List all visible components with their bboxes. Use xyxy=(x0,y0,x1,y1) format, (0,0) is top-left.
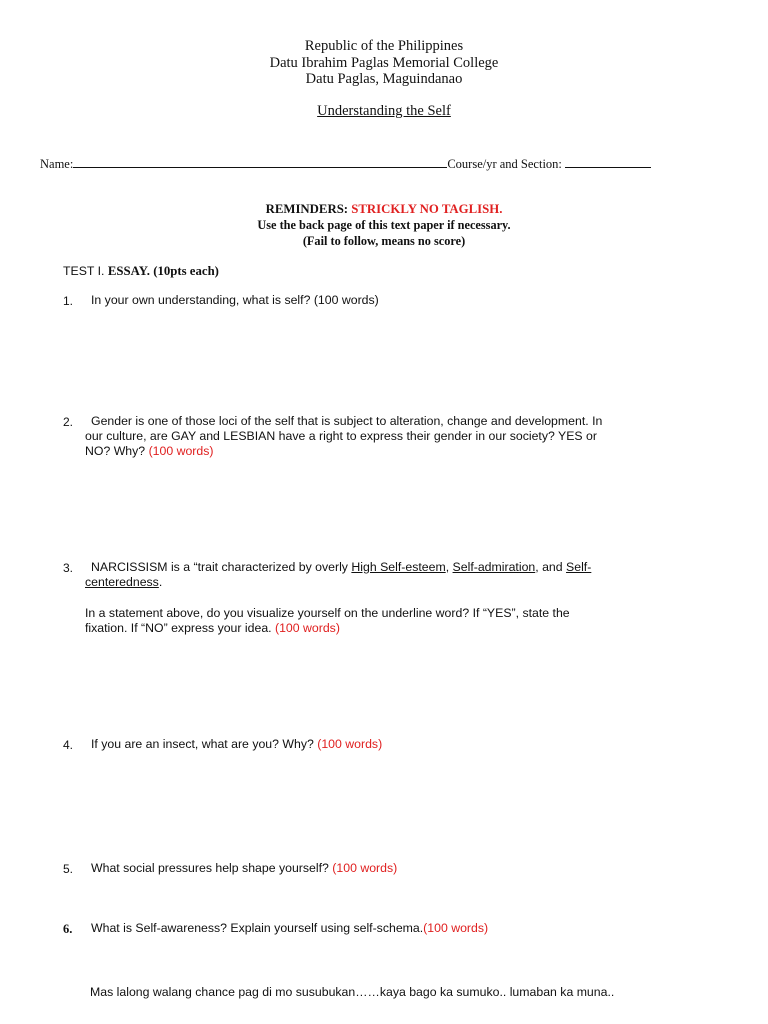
word-count-note: (100 words) xyxy=(332,861,398,875)
underlined-term-self-admiration: Self-admiration xyxy=(452,560,536,574)
question-number: 3. xyxy=(63,561,74,575)
motivational-note: Mas lalong walang chance pag di mo susubukan……kaya bago ka sumuko.. lumaban ka muna.. xyxy=(90,985,615,999)
separator: , and xyxy=(535,560,563,574)
reminders-line xyxy=(0,202,768,217)
question-number: 6. xyxy=(63,922,73,936)
underlined-term-centeredness: centeredness xyxy=(85,575,159,589)
question-1-text: In your own understanding, what is self? (100 words) xyxy=(91,293,379,307)
question-3-intro: NARCISSISM is a “trait characterized by overly xyxy=(91,560,348,574)
question-number: 4. xyxy=(63,738,74,752)
question-6-text: What is Self-awareness? Explain yourself using self-schema. xyxy=(91,921,424,935)
question-2-line3 xyxy=(85,444,214,459)
period: . xyxy=(158,575,163,589)
underlined-term-self-esteem: High Self-esteem xyxy=(351,560,446,574)
question-2-why: NO? Why? xyxy=(85,444,146,458)
name-course-row xyxy=(40,156,651,172)
question-4-line xyxy=(91,737,382,752)
question-3-para-line2 xyxy=(85,621,340,636)
test-title: ESSAY. (10pts each) xyxy=(107,264,219,278)
question-6-line xyxy=(91,921,488,936)
question-number: 2. xyxy=(63,415,74,429)
question-4-text: If you are an insect, what are you? Why? xyxy=(91,737,314,751)
question-2-line2: our culture, are GAY and LESBIAN have a right to express their gender in our society? YES or xyxy=(85,429,597,443)
separator: , xyxy=(445,560,450,574)
header-school: Datu Ibrahim Paglas Memorial College xyxy=(269,55,499,71)
reminders-back-page: Use the back page of this text paper if necessary. xyxy=(257,218,511,232)
name-blank[interactable] xyxy=(73,156,447,168)
question-2-line1: Gender is one of those loci of the self that is subject to alteration, change and development. In xyxy=(91,414,603,428)
word-count-note: (100 words) xyxy=(423,921,489,935)
course-blank[interactable] xyxy=(565,156,651,168)
question-3-line2 xyxy=(85,575,162,590)
reminders-warning: STRICKLY NO TAGLISH. xyxy=(351,202,503,216)
question-3-line1 xyxy=(91,560,591,575)
question-3-para-line1: In a statement above, do you visualize yourself on the underline word? If “YES”, state the xyxy=(85,606,570,620)
question-3-fixation: fixation. If “NO” express your idea. xyxy=(85,621,272,635)
question-5-text: What social pressures help shape yourself? xyxy=(91,861,329,875)
question-number: 1. xyxy=(63,294,74,308)
reminders-label: REMINDERS: xyxy=(265,202,349,216)
test-heading xyxy=(63,264,219,279)
test-prefix: TEST I. xyxy=(63,264,105,278)
word-count-note: (100 words) xyxy=(148,444,214,458)
question-number: 5. xyxy=(63,862,74,876)
header-location: Datu Paglas, Maguindanao xyxy=(305,71,463,87)
name-label: Name: xyxy=(40,157,74,171)
subject-title: Understanding the Self xyxy=(317,103,451,119)
word-count-note: (100 words) xyxy=(317,737,383,751)
underlined-term-self-start: Self- xyxy=(566,560,592,574)
header-country: Republic of the Philippines xyxy=(304,38,464,54)
word-count-note: (100 words) xyxy=(275,621,340,635)
course-label: Course/yr and Section: xyxy=(447,157,562,171)
reminders-fail: (Fail to follow, means no score) xyxy=(302,234,466,248)
question-5-line xyxy=(91,861,397,876)
